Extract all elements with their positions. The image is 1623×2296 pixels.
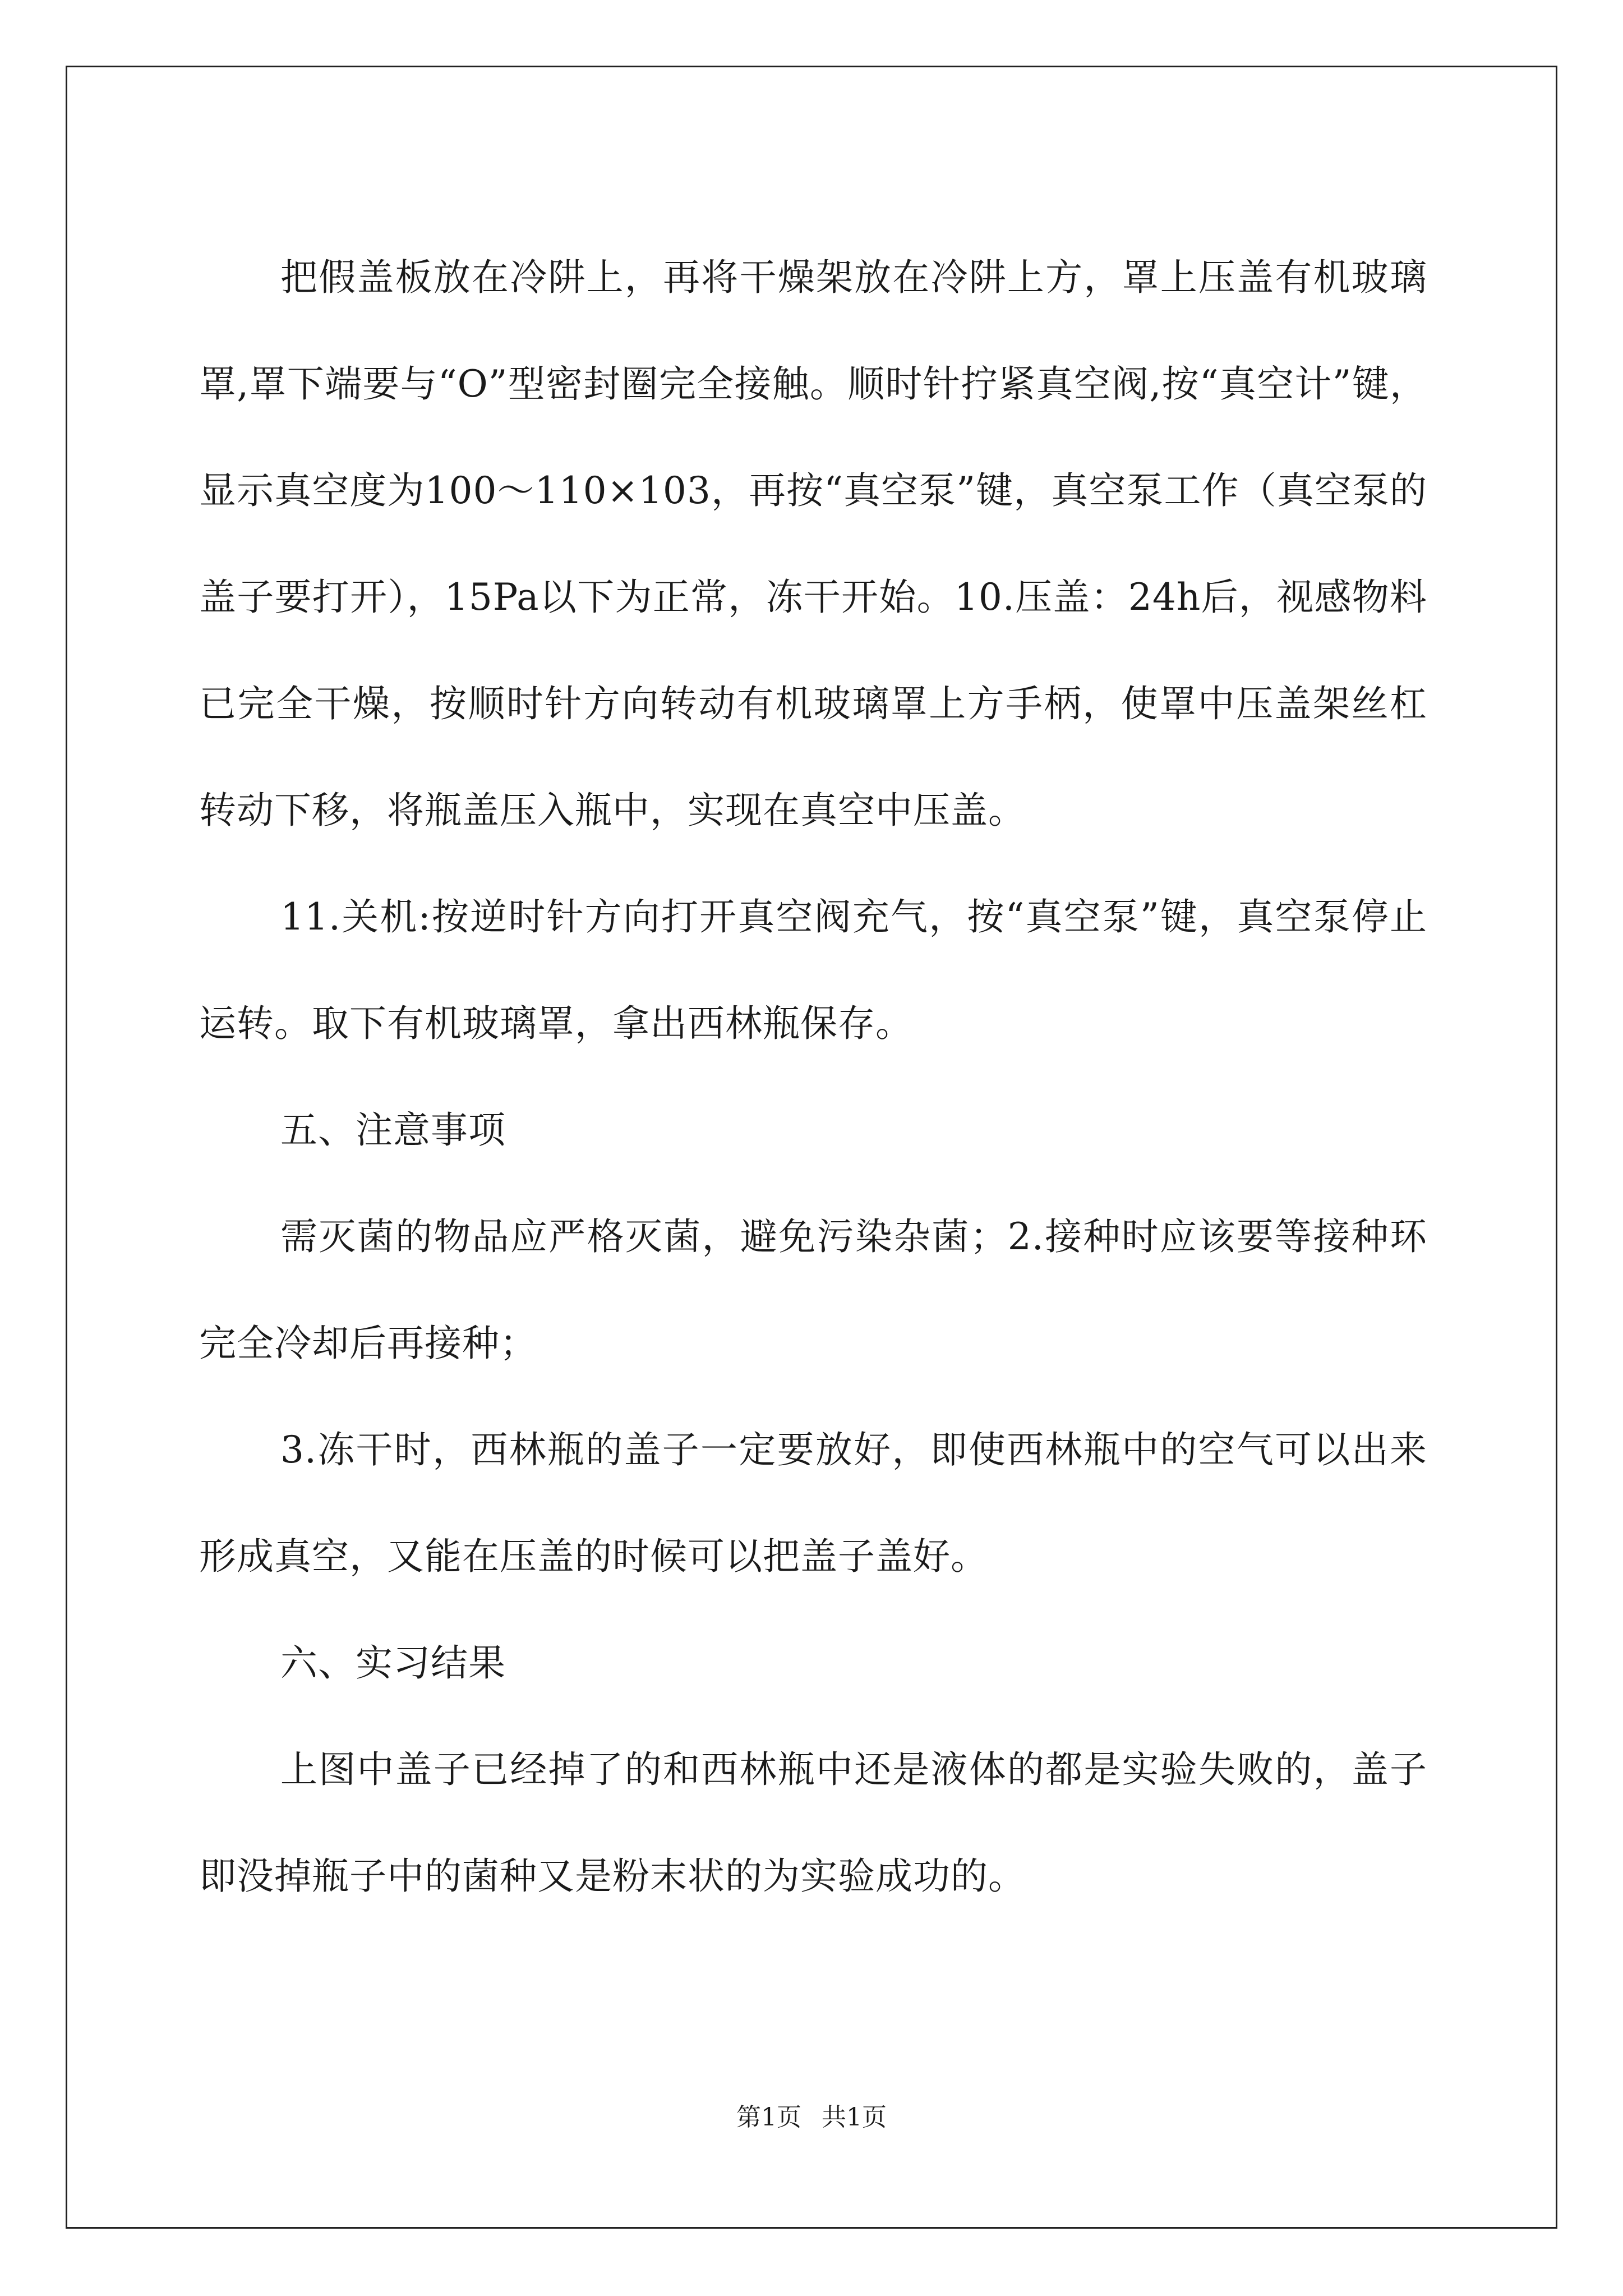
paragraph-precaution-vial-caps: 3.冻干时，西林瓶的盖子一定要放好，即使西林瓶中的空气可以出来形成真空，又能在压盖的时候可以把盖子盖好。 [199, 1428, 1427, 1578]
page-footer [0, 2101, 1623, 2134]
section-heading-results: 六、实习结果 [280, 1641, 506, 1685]
paragraph-freeze-drying-steps: 把假盖板放在冷阱上，再将干燥架放在冷阱上方，罩上压盖有机玻璃罩,罩下端要与“O”型密封圈完全接触。顺时针拧紧真空阀,按“真空计”键，显示真空度为100～110×103，再按“真空泵”键，真空泵工作（真空泵的盖子要打开），15Pa以下为正常，冻干开始。10.压盖：24h后，视感物料已完全干燥，按顺时针方向转动有机玻璃罩上方手柄，使罩中压盖架丝杠转动下移，将瓶盖压入瓶中，实现在真空中压盖。 [199, 256, 1427, 832]
page-number: 第1页 [736, 2103, 801, 2132]
page-total: 共1页 [822, 2103, 887, 2132]
document-body [199, 224, 1427, 1930]
paragraph-precaution-sterilization: 需灭菌的物品应严格灭菌，避免污染杂菌；2.接种时应该要等接种环完全冷却后再接种； [199, 1215, 1427, 1365]
section-heading-precautions: 五、注意事项 [280, 1108, 506, 1152]
paragraph-shutdown: 11.关机:按逆时针方向打开真空阀充气，按“真空泵”键，真空泵停止运转。取下有机玻璃罩，拿出西林瓶保存。 [199, 895, 1427, 1045]
paragraph-results: 上图中盖子已经掉了的和西林瓶中还是液体的都是实验失败的，盖子即没掉瓶子中的菌种又是粉末状的为实验成功的。 [199, 1748, 1427, 1898]
